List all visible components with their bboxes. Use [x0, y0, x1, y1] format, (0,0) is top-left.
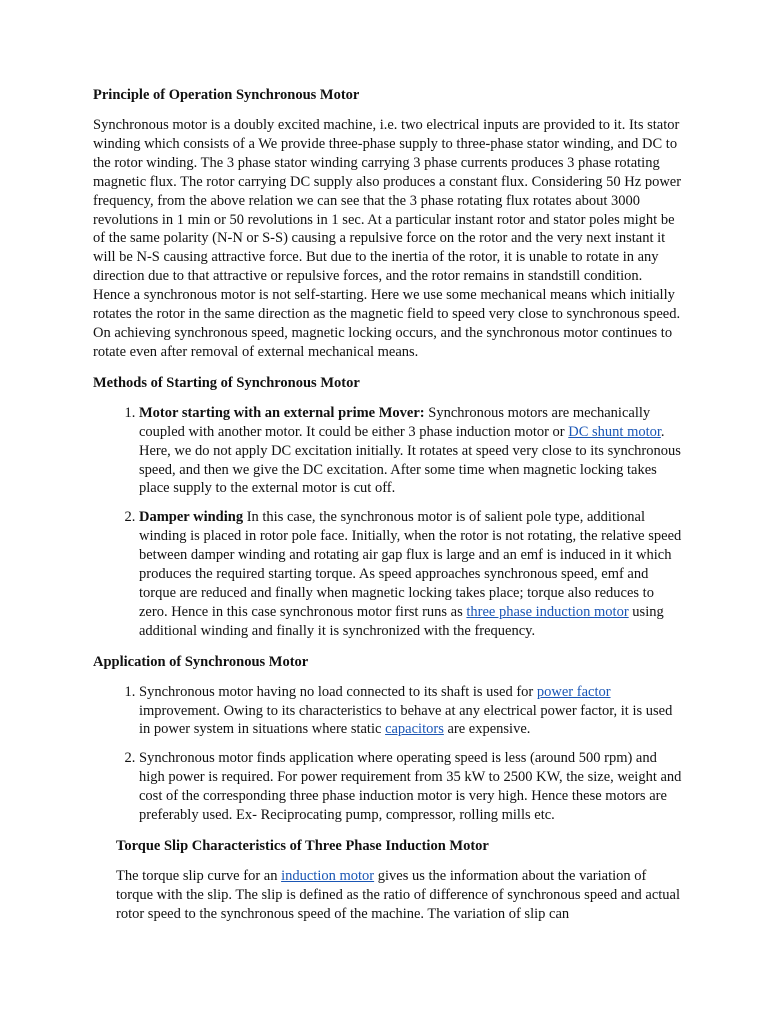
capacitors-link[interactable]: capacitors	[385, 721, 444, 738]
principle-heading: Principle of Operation Synchronous Motor	[93, 87, 360, 103]
application-heading: Application of Synchronous Motor	[93, 653, 309, 670]
item-text: using additional winding and finally it is synchronized with the frequency.	[139, 603, 664, 639]
application-list	[93, 683, 682, 825]
list-item	[139, 508, 682, 640]
item-text: are expensive.	[443, 721, 531, 738]
item-text: Synchronous motor finds application where operating speed is less (around 500 rpm) and high power is required. For power requirement from 35 kW to 2500 KW, the size, weight and cost of the corresponding three phase induction motor is very high. Hence these motors are preferably used. Ex- Reciprocating pump, compressor, rolling mills etc.	[139, 750, 682, 824]
list-item	[139, 404, 682, 499]
list-item	[139, 683, 682, 740]
item-bold-label: Damper winding	[139, 509, 244, 526]
principle-paragraph: Synchronous motor is a doubly excited machine, i.e. two electrical inputs are provided to it. Its stator winding which consists of a We provide three-phase supply to three-phase stator winding, and DC to the rotor winding. The 3 phase stator winding carrying 3 phase currents produces 3 phase rotating magnetic flux. The rotor carrying DC supply also produces a constant flux. Considering 50 Hz power frequency, from the above relation we can see that the 3 phase rotating flux rotates about 3000 revolutions in 1 min or 50 revolutions in 1 sec. At a particular instant rotor and stator poles might be of the same polarity (N-N or S-S) causing a repulsive force on the rotor and the very next instant it will be N-S causing attractive force. But due to the inertia of the rotor, it is unable to rotate in any direction due to that attractive or repulsive forces, and the rotor remains in standstill condition. Hence a synchronous motor is not self-starting. Here we use some mechanical means which initially rotates the rotor in the same direction as the magnetic field to speed very close to synchronous speed. On achieving synchronous speed, magnetic locking occurs, and the synchronous motor continues to rotate even after removal of external mechanical means.	[93, 117, 682, 360]
torque-paragraph	[116, 867, 682, 924]
torque-section	[116, 837, 682, 924]
power-factor-link[interactable]: power factor	[536, 683, 611, 700]
paragraph-text: gives us the information about the variation of torque with the slip. The slip is defined as the ratio of difference of synchronous speed and actual rotor speed to the synchronous speed of the machine. The variation of slip can	[116, 868, 680, 922]
paragraph-text: The torque slip curve for an	[116, 868, 282, 884]
item-text: . Here, we do not apply DC excitation initially. It rotates at speed very close to its synchronous speed, and then we give the DC excitation. After some time when magnetic locking takes place supply to the external motor is cut off.	[139, 423, 681, 497]
list-item	[139, 749, 682, 825]
torque-heading: Torque Slip Characteristics of Three Phase Induction Motor	[116, 838, 489, 854]
starting-heading: Methods of Starting of Synchronous Motor	[93, 374, 360, 391]
induction-motor-link[interactable]: induction motor	[281, 868, 375, 884]
item-text: Synchronous motors are mechanically coupled with another motor. It could be either 3 phase induction motor or	[139, 404, 651, 440]
dc-shunt-motor-link[interactable]: DC shunt motor	[568, 423, 661, 440]
item-text: Synchronous motor having no load connected to its shaft is used for	[139, 683, 537, 700]
item-text: improvement. Owing to its characteristics to behave at any electrical power factor, it is used in power system in situations where static	[139, 702, 673, 738]
three-phase-induction-motor-link[interactable]: three phase induction motor	[466, 603, 629, 620]
item-bold-label: Motor starting with an external prime Mover:	[139, 404, 425, 421]
starting-methods-list	[93, 404, 682, 641]
item-text: In this case, the synchronous motor is of salient pole type, additional winding is placed in rotor pole face. Initially, when the rotor is not rotating, the relative speed between damper winding and rotating air gap flux is large and an emf is induced in it which produces the required starting torque. As speed approaches synchronous speed, emf and torque are reduced and finally when magnetic locking takes place; torque also reduces to zero. Hence in this case synchronous motor first runs as	[139, 509, 682, 620]
